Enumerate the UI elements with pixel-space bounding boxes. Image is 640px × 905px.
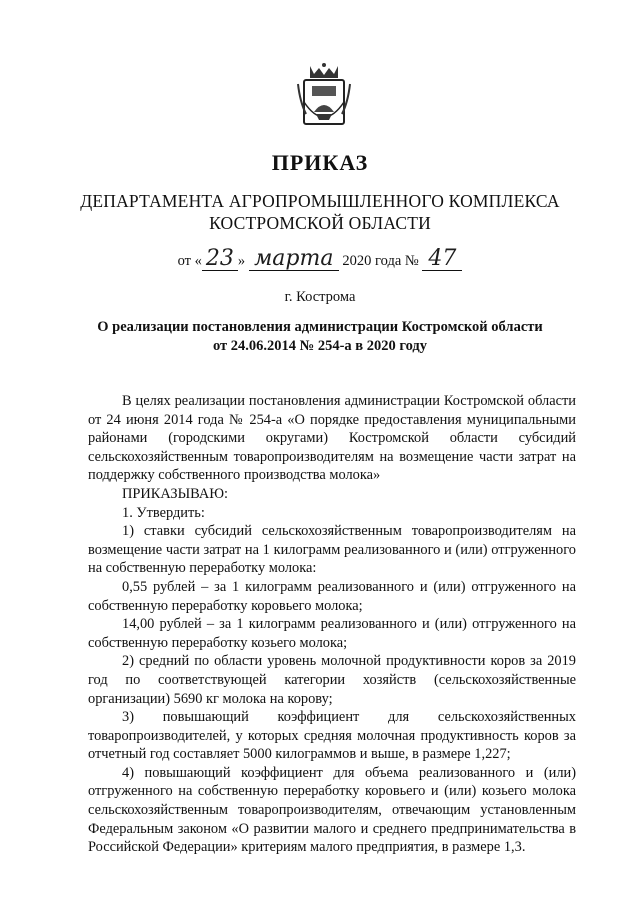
handwritten-month: марта (249, 248, 339, 271)
rate-cow-milk: 0,55 рублей – за 1 килограмм реализованного и (или) отгруженного на собственную переработку коровьего молока; (88, 578, 576, 614)
order-directive: ПРИКАЗЫВАЮ: (122, 485, 229, 502)
year-text: 2020 года № (342, 253, 419, 269)
order-dateline (0, 248, 640, 271)
subitem-2-productivity: 2) средний по области уровень молочной продуктивности коров за 2019 год по соответствующей категории хозяйств (сельскохозяйственные организации) 5690 кг молока на корову; (88, 653, 576, 707)
handwritten-day: 23 (202, 248, 238, 271)
city-name: г. Кострома (284, 289, 356, 305)
handwritten-order-number: 47 (422, 248, 462, 271)
order-body (88, 392, 576, 857)
subitem-3-coefficient: 3) повышающий коэффициент для сельскохозяйственных товаропроизводителей, у которых средняя молочная продуктивность коров за отчетный год составляет 5000 килограммов и выше, в размере 1,227; (88, 709, 576, 763)
coat-of-arms-emblem (296, 62, 352, 128)
subject-line-2: от 24.06.2014 № 254-а в 2020 году (212, 338, 428, 354)
subitem-1-rates: 1) ставки субсидий сельскохозяйственным товаропроизводителям на возмещение части затрат на 1 килограмм реализованного и (или) отгруженного на собственную переработку молока: (88, 523, 576, 577)
preamble-paragraph: В целях реализации постановления администрации Костромской области от 24 июня 2014 года № 254-а «О порядке предоставления муниципальными районами (городскими округами) Костромской области субсидий сельскохозяйственным товаропроизводителям на возмещение части затрат на поддержку собственного производства молока» (88, 393, 576, 484)
document-title: ПРИКАЗ (271, 150, 369, 175)
date-mid: » (237, 253, 246, 269)
item-1-heading: 1. Утвердить: (122, 504, 205, 521)
department-name (0, 190, 640, 234)
order-subject (0, 318, 640, 356)
subitem-4-coefficient: 4) повышающий коэффициент для объема реализованного и (или) отгруженного на собственную переработку коровьего и (или) козьего молока сельскохозяйственным товаропроизводителям, отвечающим установленным Федеральным законом «О развитии малого и среднего предпринимательства в Российской Федерации» критериям малого предприятия, в размере 1,3. (88, 764, 576, 856)
department-line-1: ДЕПАРТАМЕНТА АГРОПРОМЫШЛЕННОГО КОМПЛЕКСА (80, 191, 560, 211)
date-prefix: от « (177, 253, 202, 269)
rate-goat-milk: 14,00 рублей – за 1 килограмм реализованного и (или) отгруженного на собственную переработку козьего молока; (88, 616, 576, 651)
department-line-2: КОСТРОМСКОЙ ОБЛАСТИ (209, 213, 431, 233)
subject-line-1: О реализации постановления администрации Костромской области (97, 319, 543, 335)
